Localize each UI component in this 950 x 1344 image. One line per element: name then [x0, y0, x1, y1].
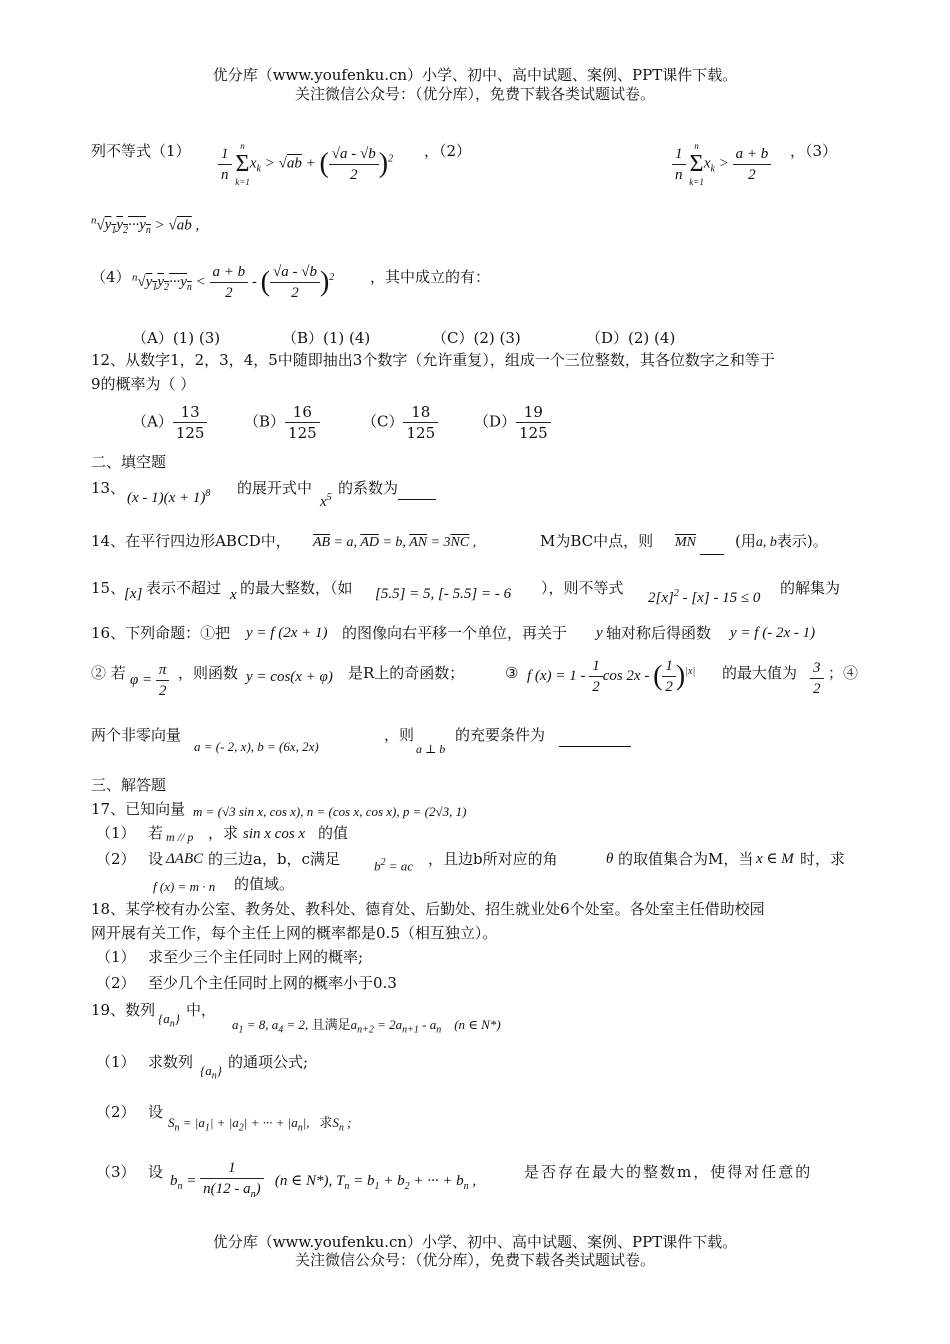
section-solve: 三、解答题	[91, 776, 167, 794]
q19-conditions: $a_1 = 8$, $a_4 = 2$, 且满足$a_{n+2} = 2a_{n+1} - a_n$ (n ∈ N*)	[232, 1017, 501, 1036]
q13-mid: 的展开式中	[237, 479, 313, 497]
q15-floor-x: [x]	[124, 586, 143, 602]
q12-option-b: （B） $\frac{16}{125}$	[244, 402, 320, 443]
q19-seq: $\{a_n\}$	[158, 1011, 180, 1030]
q14-number: 14、在平行四边形ABCD中，	[91, 532, 291, 550]
q16-l2-b: ，则函数	[178, 664, 239, 682]
q11-lead: 列不等式（1）	[91, 142, 191, 160]
q19-part2-num: （2）	[96, 1103, 136, 1121]
q11-inequality-2: $\frac{1}{n}$ n Σ k=1 $x_k$ > $\frac{a + b}{2}$	[672, 140, 771, 188]
q19-part1-seq: $\{a_n\}$	[200, 1063, 222, 1082]
q15-text-2: 的最大整数，（如	[240, 579, 353, 597]
q19-line-1a: 19、数列	[91, 1001, 156, 1019]
q17-part2-angle: ，且边b所对应的角	[428, 850, 558, 868]
q17-fx: f (x) = m · n	[153, 879, 216, 894]
q16-l3-b: ，则	[384, 726, 415, 744]
q12-option-a: （A） $\frac{13}{125}$	[132, 402, 207, 443]
q14-tail: (用a, b表示)。	[735, 532, 828, 550]
q12-option-d: （D） $\frac{19}{125}$	[474, 402, 551, 443]
q17-part2-tail: 的值域。	[234, 875, 295, 893]
q16-line1-a: 16、下列命题：①把	[91, 624, 231, 642]
q11-tag-2: ，（2）	[424, 142, 472, 160]
q17-b-squared: $b^2$ = ac	[374, 857, 414, 874]
q16-l2-e: 的最大值为	[722, 664, 798, 682]
q17-line-1: 17、已知向量	[91, 800, 186, 818]
q15-text-1: 表示不超过	[146, 579, 222, 597]
q11-inequality-3: $^n√y_1y_2\cdot\cdot\cdot y_n > √ab$ ,	[91, 215, 200, 237]
q18-line-1: 18、某学校有办公室、教务处、教科处、德育处、后勤处、招生就业处6个处室。各处室主任借助校园	[91, 900, 765, 918]
q16-phi: φ = $\frac{\pi}{2}$	[130, 660, 169, 701]
q17-part2-when: 时，求	[800, 850, 846, 868]
q11-option-d: （D）(2) (4)	[586, 329, 676, 347]
q17-part2-sides: 的三边a，b，c满足	[208, 850, 340, 868]
q19-part3-set: 设	[148, 1163, 164, 1181]
q17-x-in-m: x ∈ M	[756, 851, 794, 867]
q11-tag-4: （4）	[91, 268, 131, 286]
q19-part1-text: 求数列	[148, 1053, 194, 1071]
header-line-2: 关注微信公众号：（优分库），免费下载各类试题试卷。	[294, 85, 655, 103]
q18-part1-num: （1）	[96, 948, 136, 966]
q16-l2-c: 是R上的奇函数；	[348, 664, 465, 682]
q17-part1-if: 若	[148, 824, 164, 842]
q19-part3-tail: 是否存在最大的整数m，使得对任意的	[524, 1163, 813, 1181]
q17-part1-num: （1）	[96, 824, 136, 842]
q16-l2-a: ② 若	[91, 664, 126, 682]
q16-max-value: $\frac{3}{2}$	[810, 658, 824, 699]
q19-part1-num: （1）	[96, 1053, 136, 1071]
q11-tail: ，其中成立的有：	[370, 268, 491, 286]
q16-axis-y: y	[596, 625, 603, 641]
q11-inequality-4: $^n√y_1y_2\cdot\cdot\cdot y_n$ < $\frac{a + b}{2}$ - ( $\frac{√a - √b}{2}$ )$^2$	[132, 264, 335, 301]
header-line-1: 优分库（www.youfenku.cn）小学、初中、高中试题、案例、PPT课件下载。	[212, 66, 738, 84]
q16-cos-func: y = cos(x + φ)	[246, 669, 333, 685]
q15-text-4: 的解集为	[780, 579, 841, 597]
q16-l3-c: 的充要条件为	[455, 724, 631, 747]
footer-line-2: 关注微信公众号：（优分库），免费下载各类试题试卷。	[294, 1251, 655, 1269]
q12-option-c: （C） $\frac{18}{125}$	[362, 402, 438, 443]
q17-part2-num: （2）	[96, 850, 136, 868]
q13-expression: $(x - 1)(x + 1)^8$	[127, 488, 211, 506]
q16-func-1: y = f (2x + 1)	[246, 625, 328, 641]
q11-option-c: （C）(2) (3)	[432, 329, 521, 347]
q17-part1-tail: 的值	[318, 824, 349, 842]
q19-part3-num: （3）	[96, 1163, 136, 1181]
q16-func-3: f (x) = 1 - $\frac{1}{2}$ cos 2x - ( $\frac{1}{2}$ )$^{|x|}$	[527, 658, 696, 695]
q19-part1-tail: 的通项公式;	[228, 1053, 309, 1071]
q13-term: $x^5$	[320, 492, 332, 510]
q16-line1-b: 的图像向右平移一个单位，再关于	[342, 624, 568, 642]
q16-l2-f: ；④	[828, 664, 859, 682]
q17-triangle: ΔABC	[166, 851, 204, 867]
q16-line1-c: 轴对称后得函数	[606, 624, 712, 642]
q12-line-2: 9的概率为（ ）	[91, 375, 196, 393]
section-fill-in: 二、填空题	[91, 453, 167, 471]
q13-number: 13、	[91, 479, 126, 497]
q19-bn-def: $b_n$ = $\frac{1}{n(12 - a_n)}$ (n ∈ N*), $T_n = b_1 + b_2$ + ··· + $b_n$ ,	[170, 1160, 477, 1200]
q16-func-2: y = f (- 2x - 1)	[730, 625, 816, 641]
q12-line-1: 12、从数字1，2，3，4，5中随即抽出3个数字（允许重复），组成一个三位整数，其各位数字之和等于	[91, 351, 775, 369]
q16-l3-a: 两个非零向量	[91, 726, 182, 744]
q17-sincos: sin x cos x	[243, 826, 306, 842]
q17-part2-set: 设	[148, 850, 164, 868]
q16-l2-d: ③	[505, 664, 519, 682]
q11-inequality-1: $\frac{1}{n}$ n Σ k=1 $x_k > √ab$ + ( $\frac{√a - √b}{2}$ )$^2$	[218, 140, 393, 188]
q18-part2-num: （2）	[96, 974, 136, 992]
q15-var: x	[230, 587, 237, 603]
q17-parallel: m // p	[166, 830, 194, 844]
q17-theta: θ	[606, 851, 614, 867]
q11-option-a: （A）(1) (3)	[132, 329, 221, 347]
q15-example: [5.5] = 5, [- 5.5] = - 6	[375, 586, 512, 602]
q18-part2-text: 至少几个主任同时上网的概率小于0.3	[148, 974, 397, 992]
q16-perp: a ⊥ b	[416, 742, 446, 756]
q15-number: 15、	[91, 579, 126, 597]
q13-tail: 的系数为	[338, 477, 436, 500]
q15-text-3: ），则不等式	[541, 579, 624, 597]
q16-vectors: a = (- 2, x), b = (6x, 2x)	[194, 739, 319, 754]
q14-target-vector: $\overline{MN}$	[675, 532, 724, 555]
q19-line-1b: 中，	[186, 1001, 217, 1019]
q19-part2-set: 设	[148, 1103, 164, 1121]
q11-option-b: （B）(1) (4)	[282, 329, 371, 347]
footer-line-1: 优分库（www.youfenku.cn）小学、初中、高中试题、案例、PPT课件下载。	[212, 1233, 738, 1251]
q19-sn-def: $S_n = |a_1| + |a_2|$ + ··· + $|a_n|$, 求$S_n$ ;	[168, 1115, 352, 1134]
q11-tag-3: ，（3）	[790, 142, 838, 160]
q14-vectors: $\overline{AB} = a$, $\overline{AD} = b$, $\overline{AN} = 3\overline{NC}$ ,	[313, 535, 477, 550]
q15-inequality: $2[x]^2 - [x] - 15 \le 0$	[648, 588, 761, 606]
q17-vectors: m = (√3 sin x, cos x), n = (cos x, cos x), p = (2√3, 1)	[193, 804, 467, 819]
q14-mid: M为BC中点，则	[540, 532, 654, 550]
q17-part2-set-m: 的取值集合为M，当	[618, 850, 754, 868]
q18-part1-text: 求至少三个主任同时上网的概率;	[148, 948, 364, 966]
q18-line-2: 网开展有关工作，每个主任上网的概率都是0.5（相互独立）。	[91, 924, 498, 942]
q17-part1-find: ，求	[208, 824, 239, 842]
